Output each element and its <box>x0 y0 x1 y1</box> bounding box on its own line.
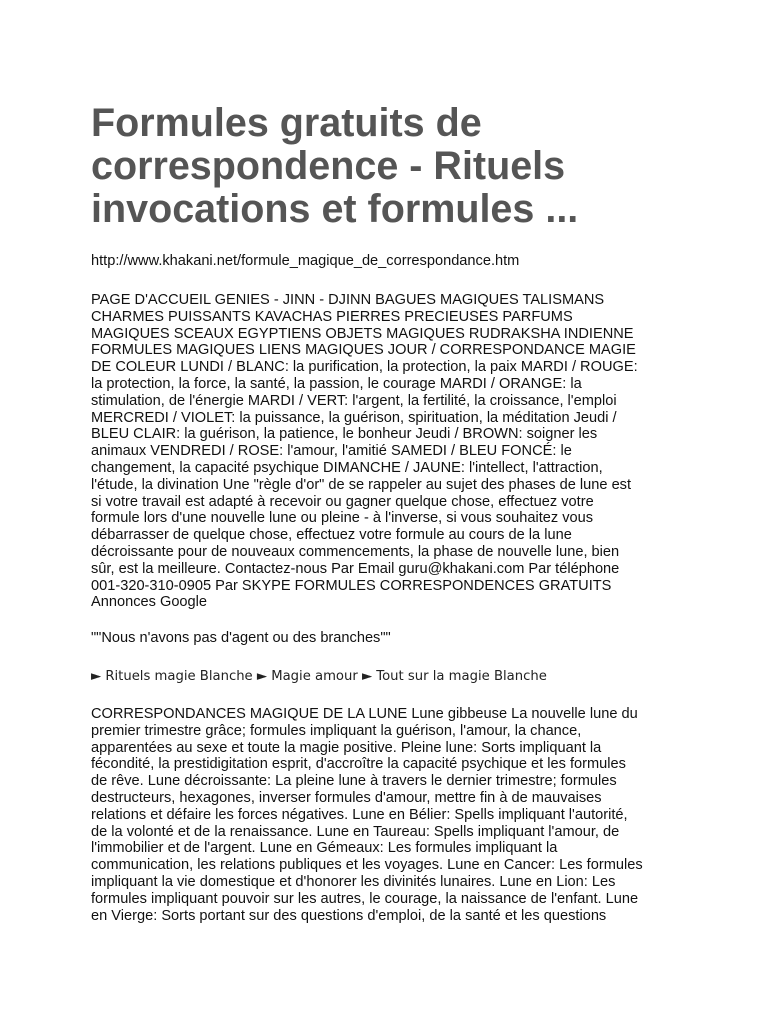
main-paragraph: PAGE D'ACCUEIL GENIES - JINN - DJINN BAGUES MAGIQUES TALISMANS CHARMES PUISSANTS KAVACHAS PIERRES PRECIEUSES PARFUMS MAGIQUES SCEAUX EGYPTIENS OBJETS MAGIQUES RUDRAKSHA INDIENNE FORMULES MAGIQUES LIENS MAGIQUES JOUR / CORRESPONDANCE MAGIE DE COLEUR LUNDI / BLANC: la purification, la protection, la paix MARDI / ROUGE: la protection, la force, la santé, la passion, le courage MARDI / ORANGE: la stimulation, de l'énergie MARDI / VERT: l'argent, la fertilité, la croissance, l'emploi MERCREDI / VIOLET: la puissance, la guérison, spirituation, la méditation Jeudi / BLEU CLAIR: la guérison, la patience, le bonheur Jeudi / BROWN: soigner les animaux VENDREDI / ROSE: l'amour, l'amitié SAMEDI / BLEU FONCÉ: le changement, la capacité psychique DIMANCHE / JAUNE: l'intellect, l'attraction, l'étude, la divination Une "règle d'or" de se rappeler au sujet des phases de lune est si votre travail est adapté à recevoir ou gagner quelque chose, effectuez votre formule lors d'une nouvelle lune ou pleine - à l'inverse, si vous souhaitez vous débarrasser de quelque chose, effectuez votre formule au cours de la lune décroissante pour de nouveaux commencements, la phase de nouvelle lune, bien sûr, est la meilleure. Contactez-nous Par Email guru@khakani.com Par téléphone 001-320-310-0905 Par SKYPE FORMULES CORRESPONDENCES GRATUITS Annonces Google <box>91 292 638 611</box>
moon-correspondences-paragraph: CORRESPONDANCES MAGIQUE DE LA LUNE Lune gibbeuse La nouvelle lune du premier trimestre grâce; formules impliquant la guérison, l'amour, la chance, apparentées au sexe et toute la magie positive. Pleine lune: Sorts impliquant la fécondité, la prestidigitation esprit, d'accroître la capacité psychique et les formules de rêve. Lune décroissante: La pleine lune à travers le dernier trimestre; formules destructeurs, hexagones, inverser formules d'amour, mettre fin à de mauvaises relations et défaire les forces négatives. Lune en Bélier: Spells impliquant l'autorité, de la volonté et de la renaissance. Lune en Taureau: Spells impliquant l'amour, de l'immobilier et de l'argent. Lune en Gémeaux: Les formules impliquant la communication, les relations publiques et les voyages. Lune en Cancer: Les formules impliquant la vie domestique et d'honorer les divinités lunaires. Lune en Lion: Les formules impliquant pouvoir sur les autres, le courage, la naissance de l'enfant. Lune en Vierge: Sorts portant sur des questions d'emploi, de la santé et les questions <box>91 705 643 924</box>
related-links-paragraph: ► Rituels magie Blanche ► Magie amour ► Tout sur la magie Blanche <box>91 668 547 684</box>
document-page <box>91 102 681 924</box>
quote-paragraph: ""Nous n'avons pas d'agent ou des branches"" <box>91 630 391 647</box>
source-url: http://www.khakani.net/formule_magique_de_correspondance.htm <box>91 253 520 269</box>
document-title: Formules gratuits de correspondence - Rituels invocations et formules ... <box>91 101 579 231</box>
